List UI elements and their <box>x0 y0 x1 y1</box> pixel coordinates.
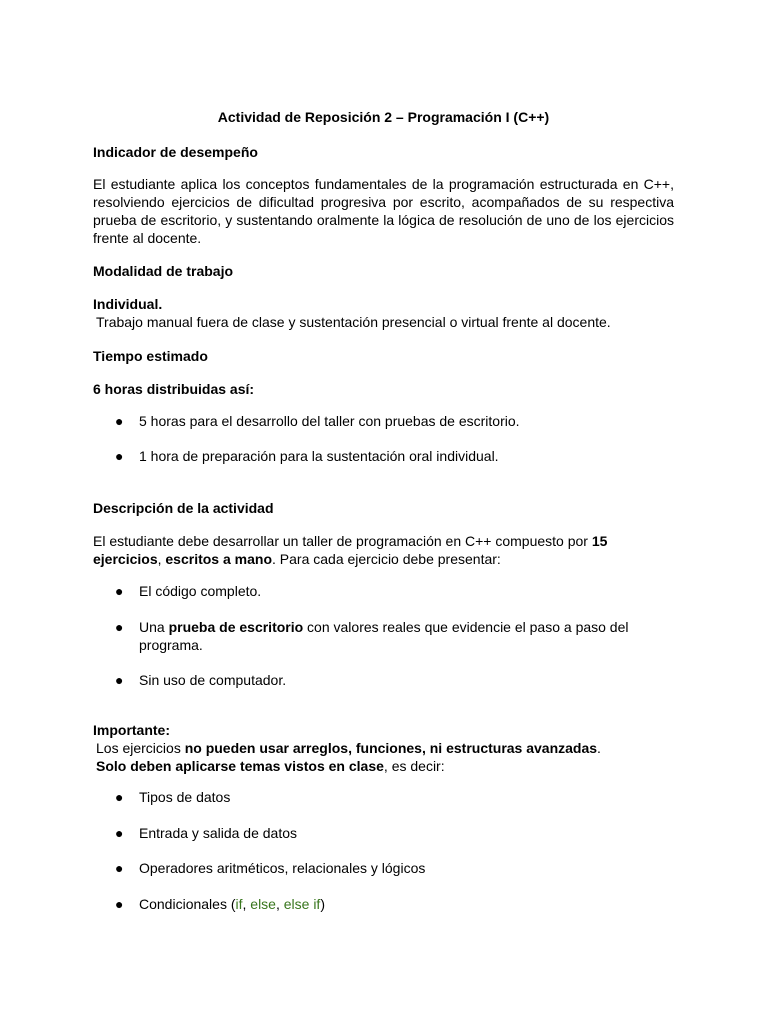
modalidad-text: Trabajo manual fuera de clase y sustentación presencial o virtual frente al docente. <box>96 314 611 330</box>
importante-line2 <box>96 757 445 775</box>
line2-bold: Solo deben aplicarse temas vistos en clase <box>96 758 384 774</box>
intro-count: 15 <box>591 533 608 549</box>
indicador-paragraph: El estudiante aplica los conceptos fundamentales de la programación estructurada en C++, resolviendo ejercicios de dificultad progresiva por escrito, acompañados de su respectiva prueba de escritorio, y sustentando oralmente la lógica de resolución de uno de los ejercicios frente al docente. <box>93 176 674 246</box>
list-item: El código completo. <box>139 583 262 599</box>
list-item: 1 hora de preparación para la sustentación oral individual. <box>139 448 499 464</box>
keyword-else-if: else if <box>283 896 321 912</box>
modalidad-heading: Modalidad de trabajo <box>93 263 234 279</box>
item2-text: Una <box>139 619 169 635</box>
line1-period: . <box>597 740 601 756</box>
indicador-heading: Indicador de desempeño <box>93 144 258 160</box>
descripcion-intro-line2 <box>93 550 501 568</box>
list-item: Entrada y salida de datos <box>139 825 297 841</box>
bullet-icon: ● <box>115 448 124 464</box>
cond-text: Condicionales ( <box>139 896 236 912</box>
bullet-icon: ● <box>115 619 124 635</box>
descripcion-intro-line1 <box>93 532 607 550</box>
keyword-else: else <box>250 896 276 912</box>
intro-comma: , <box>157 551 166 567</box>
intro-ejercicios: ejercicios <box>93 551 158 567</box>
list-item: 5 horas para el desarrollo del taller con pruebas de escritorio. <box>139 413 520 429</box>
document-title: Actividad de Reposición 2 – Programación I (C++) <box>217 109 550 125</box>
intro-rest: . Para cada ejercicio debe presentar: <box>272 551 501 567</box>
keyword-if: if <box>235 896 243 912</box>
list-item <box>139 618 674 636</box>
intro-escritos: escritos a mano <box>165 551 272 567</box>
intro-text: El estudiante debe desarrollar un taller de programación en C++ compuesto por <box>93 533 592 549</box>
tiempo-heading: Tiempo estimado <box>93 348 208 364</box>
bullet-icon: ● <box>115 860 124 876</box>
bullet-icon: ● <box>115 583 124 599</box>
list-item <box>139 895 674 913</box>
list-item-continuation: programa. <box>139 637 203 653</box>
bullet-icon: ● <box>115 789 124 805</box>
bullet-icon: ● <box>115 825 124 841</box>
item2-rest: con valores reales que evidencie el paso a paso del <box>303 619 629 635</box>
list-item: Tipos de datos <box>139 789 231 805</box>
item2-bold: prueba de escritorio <box>168 619 304 635</box>
list-item: Sin uso de computador. <box>139 672 287 688</box>
cond-sep: , <box>242 896 251 912</box>
importante-line1 <box>96 739 601 757</box>
line2-text: , es decir: <box>383 758 445 774</box>
bullet-icon: ● <box>115 413 124 429</box>
modalidad-subheading: Individual. <box>93 296 163 312</box>
cond-sep: , <box>275 896 284 912</box>
bullet-icon: ● <box>115 672 124 688</box>
list-item: Operadores aritméticos, relacionales y lógicos <box>139 860 426 876</box>
tiempo-subheading: 6 horas distribuidas así: <box>93 381 255 397</box>
descripcion-heading: Descripción de la actividad <box>93 500 274 516</box>
bullet-icon: ● <box>115 896 124 912</box>
line1-bold: no pueden usar arreglos, funciones, ni estructuras avanzadas <box>184 740 598 756</box>
cond-close: ) <box>320 896 325 912</box>
importante-heading: Importante: <box>93 722 170 738</box>
line1-text: Los ejercicios <box>96 740 185 756</box>
